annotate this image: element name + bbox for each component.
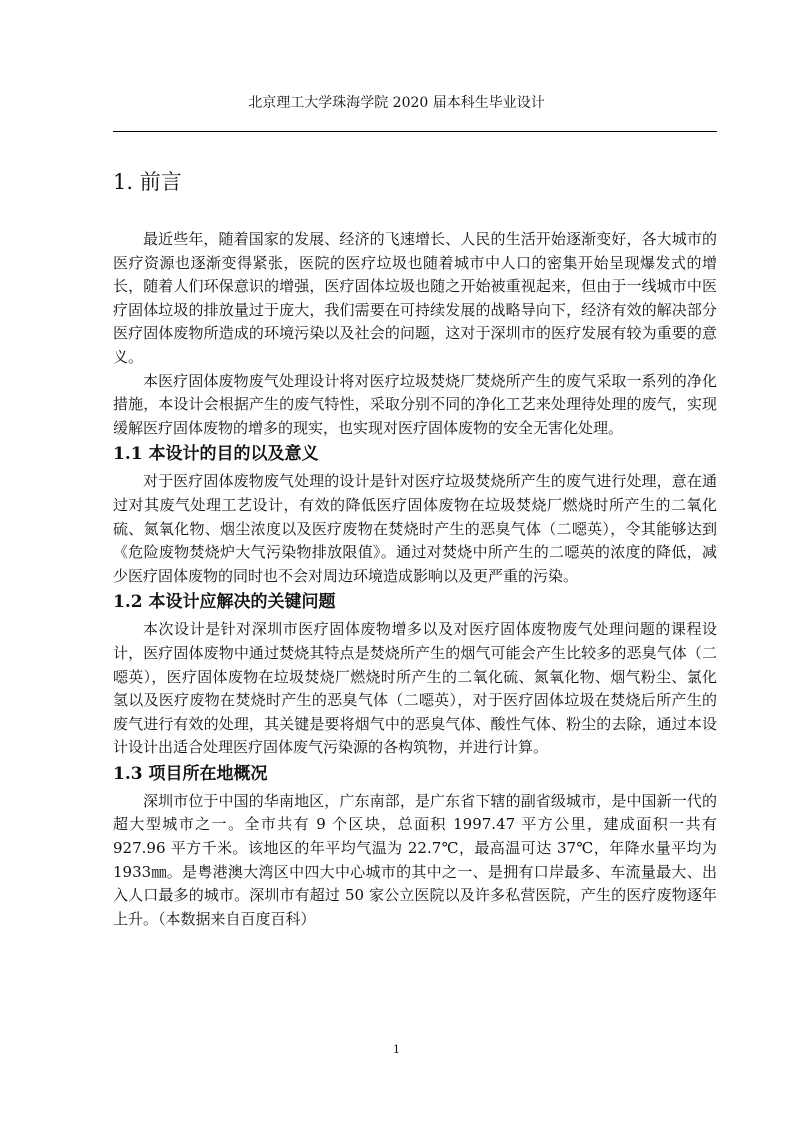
chapter-paragraph: 最近些年，随着国家的发展、经济的飞速增长、人民的生活开始逐渐变好，各大城市的医疗资源也逐渐变得紧张，医院的医疗垃圾也随着城市中人口的密集开始呈现爆发式的增长，随着人们环保意识的增强，医疗固体垃圾也随之开始被重视起来，但由于一线城市中医疗固体垃圾的排放量过于庞大，我们需要在可持续发展的战略导向下，经济有效的解决部分医疗固体废物所造成的环境污染以及社会的问题，这对于深圳市的医疗发展有较为重要的意义。 [113, 230, 717, 366]
section-paragraph: 本次设计是针对深圳市医疗固体废物增多以及对医疗固体废物废气处理问题的课程设计，医疗固体废物中通过焚烧其特点是焚烧所产生的烟气可能会产生比较多的恶臭气体（二噁英），医疗固体废物在垃圾焚烧厂燃烧时所产生的二氧化硫、氮氧化物、烟气粉尘、氯化氢以及医疗废物在焚烧时产生的恶臭气体（二噁英），对于医疗固体垃圾在焚烧后所产生的废气进行有效的处理，其关键是要将烟气中的恶臭气体、酸性气体、粉尘的去除，通过本设计设计出适合处理医疗固体废气污染源的各构筑物，并进行计算。 [113, 620, 717, 757]
chapter-paragraph: 本医疗固体废物废气处理设计将对医疗垃圾焚烧厂焚烧所产生的废气采取一系列的净化措施，本设计会根据产生的废气特性，采取分别不同的净化工艺来处理待处理的废气，实现缓解医疗固体废物的增多的现实，也实现对医疗固体废物的安全无害化处理。 [113, 371, 717, 437]
section-paragraph: 深圳市位于中国的华南地区，广东南部，是广东省下辖的副省级城市，是中国新一代的超大型城市之一。全市共有 9 个区块，总面积 1997.47 平方公里，建成面积一共有 927.96 平方千米。该地区的年平均气温为 22.7℃，最高温可达 37℃，年降水量平均为 1933㎜。是粤港澳大湾区中四大中心城市的其中之一、是拥有口岸最多、车流量最大、出入人口最多的城市。深圳市有超过 50 家公立医院以及许多私营医院，产生的医疗废物逐年上升。（本数据来自百度百科） [113, 791, 717, 928]
page-header: 北京理工大学珠海学院 2020 届本科生毕业设计 [248, 95, 545, 111]
page-content [113, 168, 717, 931]
header-divider [113, 131, 717, 132]
section-title: 1.2 本设计应解决的关键问题 [113, 592, 336, 613]
section-paragraph: 对于医疗固体废物废气处理的设计是针对医疗垃圾焚烧所产生的废气进行处理，意在通过对其废气处理工艺设计，有效的降低医疗固体废物在垃圾焚烧厂燃烧时所产生的二氧化硫、氮氧化物、烟尘浓度以及医疗废物在焚烧时产生的恶臭气体（二噁英），令其能够达到《危险废物焚烧炉大气污染物排放限值》。通过对焚烧中所产生的二噁英的浓度的降低，减少医疗固体废物的同时也不会对周边环境造成影响以及更严重的污染。 [113, 472, 717, 585]
chapter-title: 1. 前言 [113, 170, 182, 194]
section-title: 1.1 本设计的目的以及意义 [113, 444, 319, 465]
page-number: 1 [393, 1043, 400, 1056]
section-title: 1.3 项目所在地概况 [113, 763, 268, 784]
